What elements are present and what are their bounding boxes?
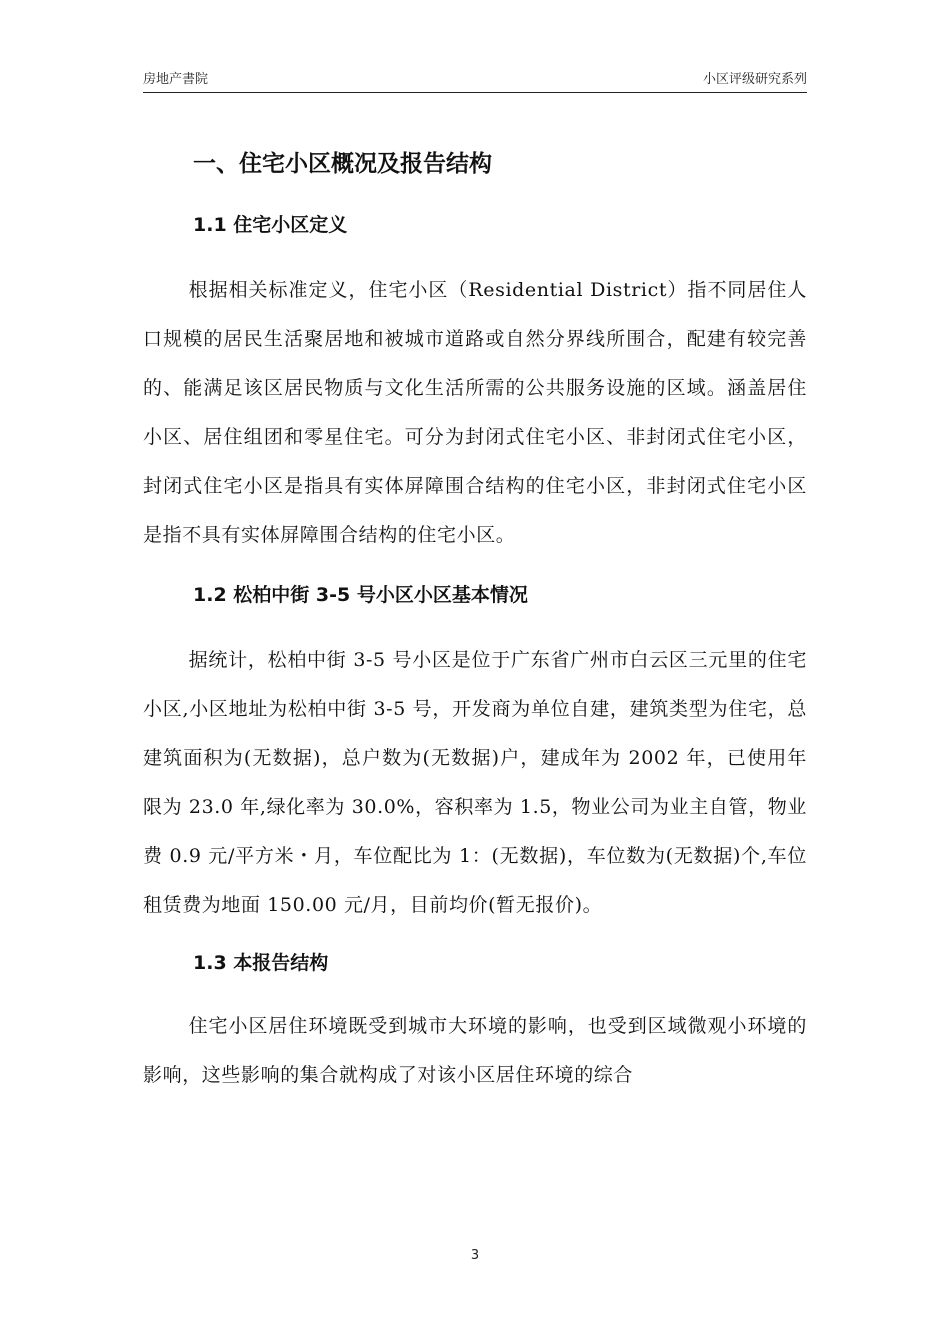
section-heading-basic-info: 1.2 松柏中街 3-5 号小区小区基本情况 bbox=[193, 584, 528, 606]
page-number: 3 bbox=[470, 1248, 480, 1263]
header-publisher: 房地产書院 bbox=[143, 72, 209, 87]
section-heading-definition: 1.1 住宅小区定义 bbox=[193, 214, 348, 236]
section-heading-report-structure: 1.3 本报告结构 bbox=[193, 952, 329, 974]
paragraph-definition: 根据相关标准定义，住宅小区（Residential District）指不同居住人口规模的居民生活聚居地和被城市道路或自然分界线所围合，配建有较完善的、能满足该区居民物质与文化生活所需的公共服务设施的区域。涵盖居住小区、居住组团和零星住宅。可分为封闭式住宅小区、非封闭式住宅小区，封闭式住宅小区是指具有实体屏障围合结构的住宅小区，非封闭式住宅小区是指不具有实体屏障围合结构的住宅小区。 bbox=[143, 279, 807, 546]
paragraph-report-structure: 住宅小区居住环境既受到城市大环境的影响，也受到区域微观小环境的影响，这些影响的集合就构成了对该小区居住环境的综合 bbox=[143, 1015, 807, 1086]
page-content bbox=[143, 140, 807, 1100]
chapter-title: 一、住宅小区概况及报告结构 bbox=[193, 151, 492, 177]
paragraph-basic-info: 据统计，松柏中街 3-5 号小区是位于广东省广州市白云区三元里的住宅小区,小区地址为松柏中街 3-5 号，开发商为单位自建，建筑类型为住宅，总建筑面积为(无数据)，总户数为(无数据)户，建成年为 2002 年，已使用年限为 23.0 年,绿化率为 30.0%，容积率为 1.5，物业公司为业主自管，物业费 0.9 元/平方米・月，车位配比为 1：(无数据)，车位数为(无数据)个,车位租赁费为地面 150.00 元/月，目前均价(暂无报价)。 bbox=[143, 649, 807, 916]
page-header bbox=[143, 66, 807, 93]
header-series-title: 小区评级研究系列 bbox=[702, 72, 807, 87]
